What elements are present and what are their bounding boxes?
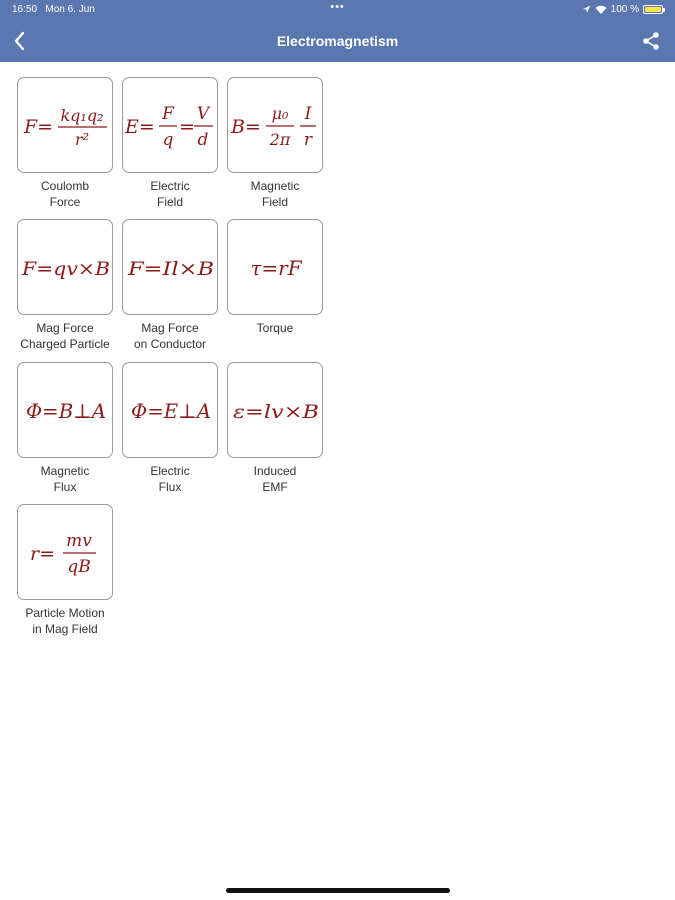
status-bar bbox=[0, 0, 675, 20]
formula-mag-force-particle bbox=[18, 220, 114, 316]
svg-text:F=Il×B: F=Il×B bbox=[126, 258, 215, 280]
tile-mag-force-conductor[interactable] bbox=[121, 219, 227, 352]
svg-text:d: d bbox=[197, 130, 209, 150]
svg-text:F=: F= bbox=[24, 116, 54, 138]
svg-text:2π: 2π bbox=[269, 130, 291, 149]
formula-magnetic-flux bbox=[18, 363, 114, 459]
tile-label: Coulomb Force bbox=[40, 179, 90, 209]
svg-text:=: = bbox=[179, 116, 195, 138]
svg-text:r: r bbox=[303, 130, 313, 150]
tile-electric-field[interactable] bbox=[121, 77, 227, 210]
battery-percent: 100 % bbox=[610, 4, 639, 15]
status-right bbox=[582, 4, 663, 15]
svg-text:mv: mv bbox=[66, 531, 92, 551]
tile-induced-emf[interactable] bbox=[226, 362, 332, 495]
formula-electric-flux bbox=[123, 363, 219, 459]
formula-torque bbox=[228, 220, 324, 316]
svg-text:E=: E= bbox=[125, 116, 155, 138]
svg-text:qB: qB bbox=[67, 557, 91, 577]
tile-magnetic-field[interactable] bbox=[226, 77, 332, 210]
tile-label: Particle Motion in Mag Field bbox=[25, 606, 105, 636]
tile-coulomb-force[interactable] bbox=[16, 77, 122, 210]
location-icon bbox=[582, 5, 591, 14]
formula-particle-motion bbox=[18, 505, 114, 601]
svg-text:ε=lv×B: ε=lv×B bbox=[233, 401, 320, 423]
formula-induced-emf bbox=[228, 363, 324, 459]
svg-text:Φ=E⊥A: Φ=E⊥A bbox=[131, 399, 211, 423]
formula-card[interactable] bbox=[17, 362, 113, 458]
svg-text:τ=rF: τ=rF bbox=[250, 256, 302, 280]
formula-card[interactable] bbox=[17, 77, 113, 173]
svg-text:V: V bbox=[196, 104, 210, 124]
formula-card[interactable] bbox=[122, 219, 218, 315]
svg-text:μ₀: μ₀ bbox=[271, 104, 289, 123]
svg-text:I: I bbox=[304, 104, 312, 124]
tile-magnetic-flux[interactable] bbox=[16, 362, 122, 495]
formula-mag-force-conductor bbox=[123, 220, 219, 316]
tile-label: Mag Force on Conductor bbox=[133, 321, 207, 351]
page-title: Electromagnetism bbox=[276, 33, 399, 49]
multitask-dots[interactable]: ••• bbox=[330, 1, 345, 13]
tile-label: Electric Field bbox=[150, 179, 190, 209]
tile-label: Induced EMF bbox=[253, 464, 297, 494]
wifi-icon bbox=[595, 5, 607, 14]
svg-text:F=qv×B: F=qv×B bbox=[20, 258, 111, 280]
tile-label: Electric Flux bbox=[150, 464, 190, 494]
tile-particle-motion[interactable] bbox=[16, 504, 122, 637]
formula-card[interactable] bbox=[227, 362, 323, 458]
formula-card[interactable] bbox=[227, 219, 323, 315]
battery-icon bbox=[643, 5, 663, 14]
svg-text:q: q bbox=[162, 130, 174, 150]
svg-text:r=: r= bbox=[30, 543, 56, 565]
svg-text:r²: r² bbox=[74, 130, 90, 149]
svg-text:F: F bbox=[162, 104, 174, 124]
formula-card[interactable] bbox=[227, 77, 323, 173]
formula-card[interactable] bbox=[17, 219, 113, 315]
navigation-bar bbox=[0, 20, 675, 62]
formula-magnetic-field bbox=[228, 78, 324, 174]
tile-label: Torque bbox=[256, 321, 294, 335]
formula-card[interactable] bbox=[122, 362, 218, 458]
svg-text:B=: B= bbox=[231, 116, 261, 138]
tile-label: Mag Force Charged Particle bbox=[20, 321, 110, 351]
formula-card[interactable] bbox=[122, 77, 218, 173]
status-time: 16:50 Mon 6. Jun bbox=[12, 4, 95, 15]
tile-mag-force-particle[interactable] bbox=[16, 219, 122, 352]
formula-coulomb bbox=[18, 78, 114, 174]
formula-electric-field bbox=[123, 78, 219, 174]
tile-label: Magnetic Flux bbox=[40, 464, 90, 494]
tile-label: Magnetic Field bbox=[250, 179, 300, 209]
svg-text:kq₁q₂: kq₁q₂ bbox=[60, 106, 104, 125]
formula-card[interactable] bbox=[17, 504, 113, 600]
tile-electric-flux[interactable] bbox=[121, 362, 227, 495]
home-indicator[interactable] bbox=[226, 888, 450, 893]
share-icon[interactable] bbox=[641, 31, 661, 51]
svg-text:Φ=B⊥A: Φ=B⊥A bbox=[26, 399, 106, 423]
tile-torque[interactable] bbox=[226, 219, 332, 336]
